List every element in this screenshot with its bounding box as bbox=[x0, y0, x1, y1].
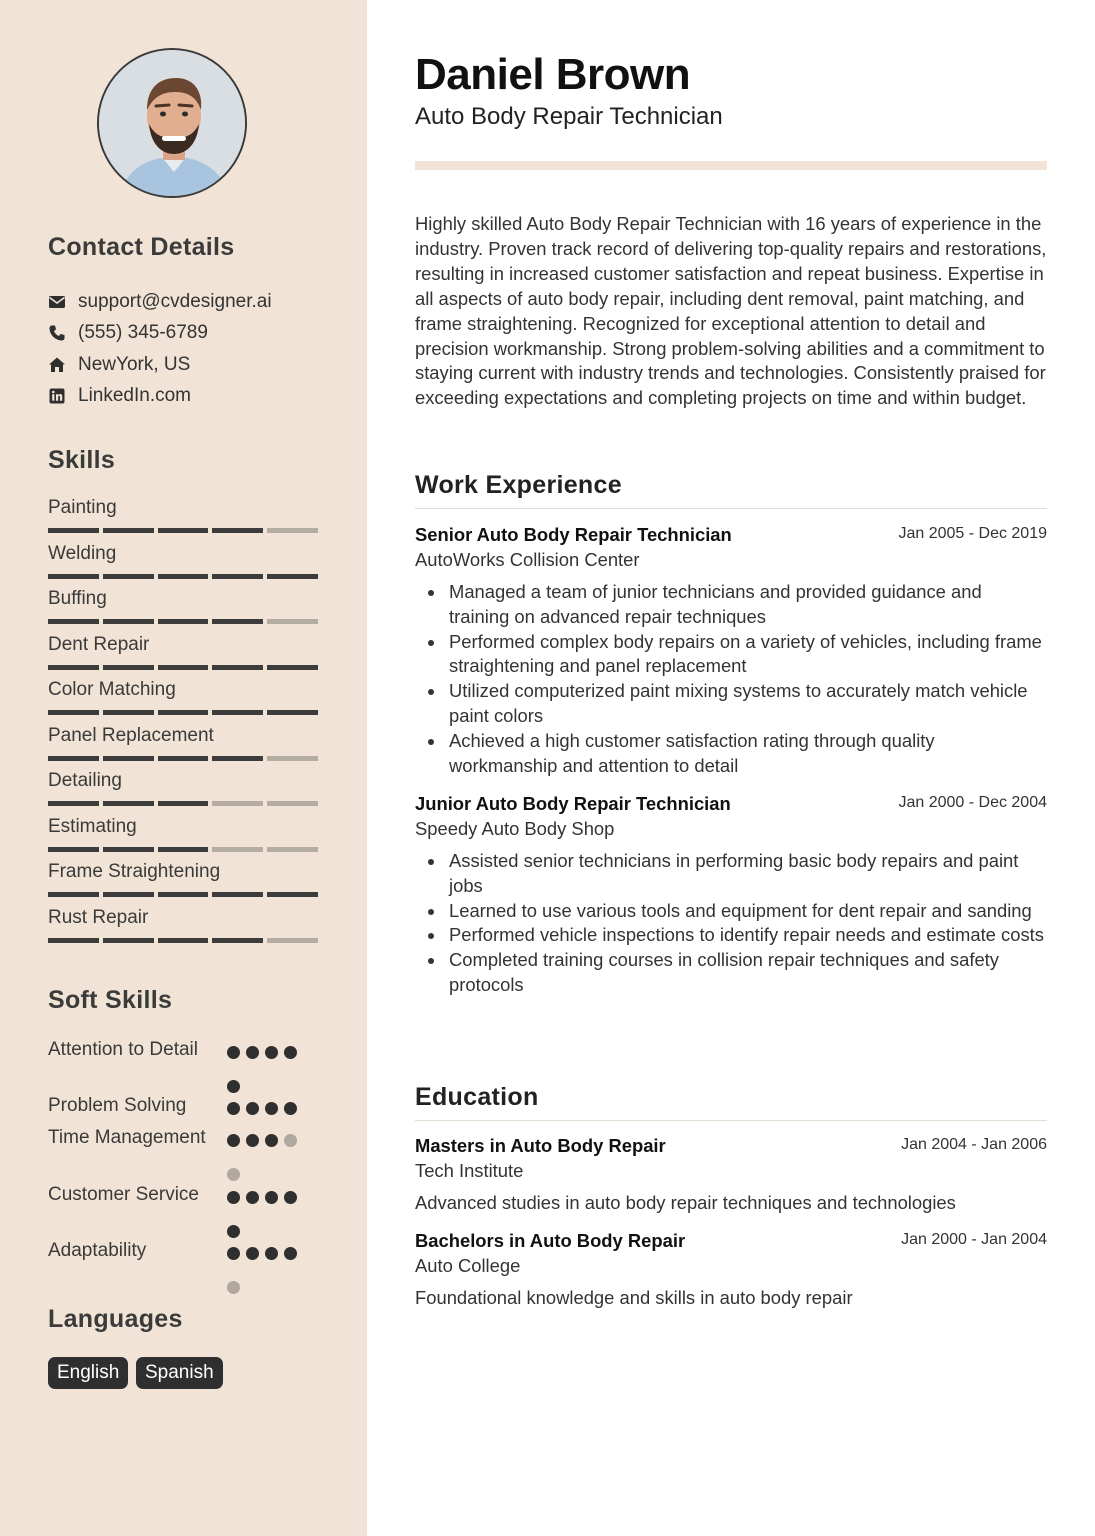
skill-item bbox=[48, 496, 318, 533]
skill-label: Painting bbox=[48, 497, 117, 518]
home-icon bbox=[48, 356, 66, 374]
soft-skill-dot bbox=[284, 1191, 297, 1204]
skill-level-segment bbox=[48, 619, 99, 624]
skill-level-segment bbox=[48, 847, 99, 852]
soft-skill-item bbox=[48, 1037, 318, 1062]
education-degree: Bachelors in Auto Body Repair bbox=[415, 1230, 686, 1251]
skill-label: Detailing bbox=[48, 770, 122, 791]
soft-skill-item bbox=[48, 1238, 318, 1263]
skill-level-segment bbox=[103, 756, 154, 761]
skill-level-bar bbox=[48, 665, 318, 670]
skill-level-segment bbox=[48, 938, 99, 943]
skill-level-bar bbox=[48, 528, 318, 533]
linkedin-icon bbox=[48, 387, 66, 405]
skill-item bbox=[48, 587, 318, 624]
education-dates: Jan 2004 - Jan 2006 bbox=[901, 1136, 1047, 1153]
soft-skill-item bbox=[48, 1093, 318, 1118]
soft-skill-dot bbox=[265, 1046, 278, 1059]
soft-skill-dot bbox=[265, 1247, 278, 1260]
soft-skill-dot bbox=[246, 1247, 259, 1260]
skill-level-segment bbox=[267, 528, 318, 533]
skill-item bbox=[48, 542, 318, 579]
skill-level-segment bbox=[158, 528, 209, 533]
skill-label: Estimating bbox=[48, 816, 137, 837]
soft-skill-dot bbox=[227, 1247, 240, 1260]
soft-skill-dot bbox=[227, 1168, 240, 1181]
skill-label: Rust Repair bbox=[48, 907, 149, 928]
soft-skill-dot bbox=[227, 1102, 240, 1115]
skill-level-segment bbox=[103, 665, 154, 670]
soft-skill-rating bbox=[227, 1244, 307, 1300]
skill-level-segment bbox=[267, 710, 318, 715]
language-badge-spanish: Spanish bbox=[136, 1357, 223, 1389]
skill-level-segment bbox=[267, 665, 318, 670]
skill-level-segment bbox=[103, 619, 154, 624]
soft-skill-label: Customer Service bbox=[48, 1184, 199, 1205]
skill-level-segment bbox=[158, 892, 209, 897]
soft-skill-dot bbox=[246, 1102, 259, 1115]
job-entry bbox=[415, 523, 1047, 778]
header-divider bbox=[415, 161, 1047, 170]
skill-level-segment bbox=[212, 528, 263, 533]
skill-level-segment bbox=[158, 574, 209, 579]
contact-linkedin-text: LinkedIn.com bbox=[78, 385, 192, 406]
skill-item bbox=[48, 724, 318, 761]
skill-level-segment bbox=[267, 847, 318, 852]
skill-level-segment bbox=[103, 938, 154, 943]
skill-level-bar bbox=[48, 801, 318, 806]
envelope-icon bbox=[48, 293, 66, 311]
soft-skill-dot bbox=[246, 1191, 259, 1204]
job-title: Junior Auto Body Repair Technician bbox=[415, 793, 731, 814]
job-bullets bbox=[415, 580, 1047, 778]
skill-level-segment bbox=[158, 756, 209, 761]
skill-label: Dent Repair bbox=[48, 634, 150, 655]
job-title: Senior Auto Body Repair Technician bbox=[415, 524, 732, 545]
skill-label: Welding bbox=[48, 543, 117, 564]
job-dates: Jan 2005 - Dec 2019 bbox=[898, 525, 1047, 542]
skill-item bbox=[48, 906, 318, 943]
skill-level-segment bbox=[103, 847, 154, 852]
skill-level-segment bbox=[158, 801, 209, 806]
skill-level-segment bbox=[158, 847, 209, 852]
soft-skill-dot-row bbox=[227, 1244, 303, 1265]
contact-email-text: support@cvdesigner.ai bbox=[78, 291, 272, 312]
skill-level-segment bbox=[212, 619, 263, 624]
soft-skill-dot bbox=[227, 1281, 240, 1294]
candidate-title: Auto Body Repair Technician bbox=[415, 103, 723, 130]
skill-item bbox=[48, 815, 318, 852]
skill-label: Buffing bbox=[48, 588, 107, 609]
skill-level-segment bbox=[212, 710, 263, 715]
contact-heading: Contact Details bbox=[48, 233, 235, 261]
skill-item bbox=[48, 860, 318, 897]
candidate-name: Daniel Brown bbox=[415, 50, 691, 99]
education-heading: Education bbox=[415, 1083, 1047, 1121]
skill-level-segment bbox=[212, 938, 263, 943]
job-dates: Jan 2000 - Dec 2004 bbox=[898, 794, 1047, 811]
contact-linkedin[interactable] bbox=[48, 384, 191, 408]
skill-level-bar bbox=[48, 619, 318, 624]
soft-skill-item bbox=[48, 1125, 318, 1150]
skill-level-segment bbox=[158, 665, 209, 670]
skill-level-segment bbox=[103, 892, 154, 897]
education-entry bbox=[415, 1134, 1047, 1215]
skill-level-segment bbox=[212, 665, 263, 670]
job-bullet: Managed a team of junior technicians and provided guidance and training on advanced repair techniques bbox=[415, 580, 1047, 630]
skill-level-segment bbox=[48, 892, 99, 897]
contact-email[interactable] bbox=[48, 290, 272, 314]
skill-level-segment bbox=[48, 756, 99, 761]
avatar bbox=[97, 48, 247, 198]
education-description: Advanced studies in auto body repair techniques and technologies bbox=[415, 1192, 956, 1213]
education-degree: Masters in Auto Body Repair bbox=[415, 1135, 666, 1156]
skill-level-bar bbox=[48, 710, 318, 715]
soft-skill-dot bbox=[227, 1134, 240, 1147]
skill-level-bar bbox=[48, 892, 318, 897]
skill-level-bar bbox=[48, 938, 318, 943]
soft-skill-label: Time Management bbox=[48, 1127, 206, 1148]
sidebar bbox=[0, 0, 367, 1536]
education-school: Tech Institute bbox=[415, 1160, 524, 1181]
contact-location bbox=[48, 353, 190, 377]
skill-level-segment bbox=[103, 574, 154, 579]
skill-level-bar bbox=[48, 847, 318, 852]
skill-level-segment bbox=[103, 528, 154, 533]
job-bullet: Assisted senior technicians in performing basic body repairs and paint jobs bbox=[415, 849, 1047, 899]
skill-level-segment bbox=[212, 756, 263, 761]
work-experience-heading: Work Experience bbox=[415, 471, 1047, 509]
skill-label: Color Matching bbox=[48, 679, 176, 700]
education-entry bbox=[415, 1229, 1047, 1310]
soft-skill-dot-row bbox=[227, 1131, 303, 1152]
skill-level-segment bbox=[158, 938, 209, 943]
soft-skill-rating bbox=[227, 1188, 307, 1244]
skill-level-segment bbox=[212, 892, 263, 897]
phone-icon bbox=[48, 324, 66, 342]
job-bullet: Utilized computerized paint mixing systems to accurately match vehicle paint colors bbox=[415, 679, 1047, 729]
education-description: Foundational knowledge and skills in auto body repair bbox=[415, 1287, 853, 1308]
soft-skill-dot bbox=[284, 1102, 297, 1115]
job-bullet: Completed training courses in collision repair techniques and safety protocols bbox=[415, 948, 1047, 998]
skill-level-segment bbox=[267, 574, 318, 579]
soft-skill-dot-row bbox=[227, 1099, 303, 1120]
skill-level-segment bbox=[103, 710, 154, 715]
soft-skill-dot bbox=[246, 1134, 259, 1147]
soft-skill-rating bbox=[227, 1131, 307, 1187]
contact-phone[interactable] bbox=[48, 321, 208, 345]
job-bullet: Performed complex body repairs on a variety of vehicles, including frame straightening and panel replacement bbox=[415, 630, 1047, 680]
languages-heading: Languages bbox=[48, 1305, 183, 1333]
skill-level-segment bbox=[158, 710, 209, 715]
soft-skill-dot bbox=[265, 1102, 278, 1115]
soft-skill-label: Adaptability bbox=[48, 1240, 147, 1261]
contact-location-text: NewYork, US bbox=[78, 354, 191, 375]
job-bullets bbox=[415, 849, 1047, 998]
soft-skill-dot-row bbox=[227, 1043, 303, 1064]
soft-skill-label: Attention to Detail bbox=[48, 1039, 198, 1060]
soft-skill-dot bbox=[227, 1046, 240, 1059]
skill-item bbox=[48, 678, 318, 715]
skill-level-segment bbox=[48, 665, 99, 670]
job-company: AutoWorks Collision Center bbox=[415, 549, 640, 570]
soft-skill-dot bbox=[246, 1046, 259, 1059]
job-bullet: Learned to use various tools and equipment for dent repair and sanding bbox=[415, 899, 1047, 924]
skill-level-segment bbox=[267, 892, 318, 897]
soft-skill-dot-row bbox=[227, 1278, 307, 1300]
skill-level-segment bbox=[48, 801, 99, 806]
soft-skill-rating bbox=[227, 1043, 307, 1099]
soft-skill-dot bbox=[227, 1225, 240, 1238]
language-badge-english: English bbox=[48, 1357, 128, 1389]
soft-skill-dot-row bbox=[227, 1188, 303, 1209]
profile-photo-icon bbox=[99, 50, 247, 198]
skill-level-segment bbox=[212, 801, 263, 806]
soft-skill-item bbox=[48, 1182, 318, 1207]
soft-skill-dot bbox=[265, 1191, 278, 1204]
skill-level-segment bbox=[267, 756, 318, 761]
skill-level-bar bbox=[48, 756, 318, 761]
job-company: Speedy Auto Body Shop bbox=[415, 818, 615, 839]
soft-skill-label: Problem Solving bbox=[48, 1095, 187, 1116]
skill-level-segment bbox=[48, 574, 99, 579]
soft-skill-dot bbox=[227, 1080, 240, 1093]
skill-level-segment bbox=[212, 574, 263, 579]
soft-skills-heading: Soft Skills bbox=[48, 986, 173, 1014]
skill-level-segment bbox=[267, 938, 318, 943]
soft-skill-dot bbox=[265, 1134, 278, 1147]
skills-heading: Skills bbox=[48, 446, 116, 474]
soft-skill-dot bbox=[227, 1191, 240, 1204]
skill-level-segment bbox=[48, 528, 99, 533]
skill-level-bar bbox=[48, 574, 318, 579]
profile-summary: Highly skilled Auto Body Repair Technician with 16 years of experience in the industry. Proven track record of delivering top-quality repairs and restorations, resulting in increased customer satisfaction and repeat business. Expertise in all aspects of auto body repair, including dent removal, paint matching, and frame straightening. Recognized for exceptional attention to detail and precision workmanship. Strong problem-solving abilities and a commitment to staying current with industry trends and technologies. Consistently praised for exceeding expectations and completing projects on time and within budget. bbox=[415, 213, 1047, 409]
skill-level-segment bbox=[48, 710, 99, 715]
skill-level-segment bbox=[267, 619, 318, 624]
education-dates: Jan 2000 - Jan 2004 bbox=[901, 1231, 1047, 1248]
skill-item bbox=[48, 769, 318, 806]
education-school: Auto College bbox=[415, 1255, 521, 1276]
skill-label: Frame Straightening bbox=[48, 861, 221, 882]
soft-skill-dot bbox=[284, 1247, 297, 1260]
soft-skill-dot bbox=[284, 1046, 297, 1059]
skill-level-segment bbox=[158, 619, 209, 624]
soft-skill-dot bbox=[284, 1134, 297, 1147]
job-bullet: Achieved a high customer satisfaction rating through quality workmanship and attention to detail bbox=[415, 729, 1047, 779]
skill-level-segment bbox=[212, 847, 263, 852]
skill-item bbox=[48, 633, 318, 670]
soft-skill-rating bbox=[227, 1099, 307, 1121]
contact-phone-text: (555) 345-6789 bbox=[78, 322, 208, 343]
skill-label: Panel Replacement bbox=[48, 725, 214, 746]
job-bullet: Performed vehicle inspections to identify repair needs and estimate costs bbox=[415, 923, 1047, 948]
skill-level-segment bbox=[267, 801, 318, 806]
job-entry bbox=[415, 792, 1047, 998]
skill-level-segment bbox=[103, 801, 154, 806]
